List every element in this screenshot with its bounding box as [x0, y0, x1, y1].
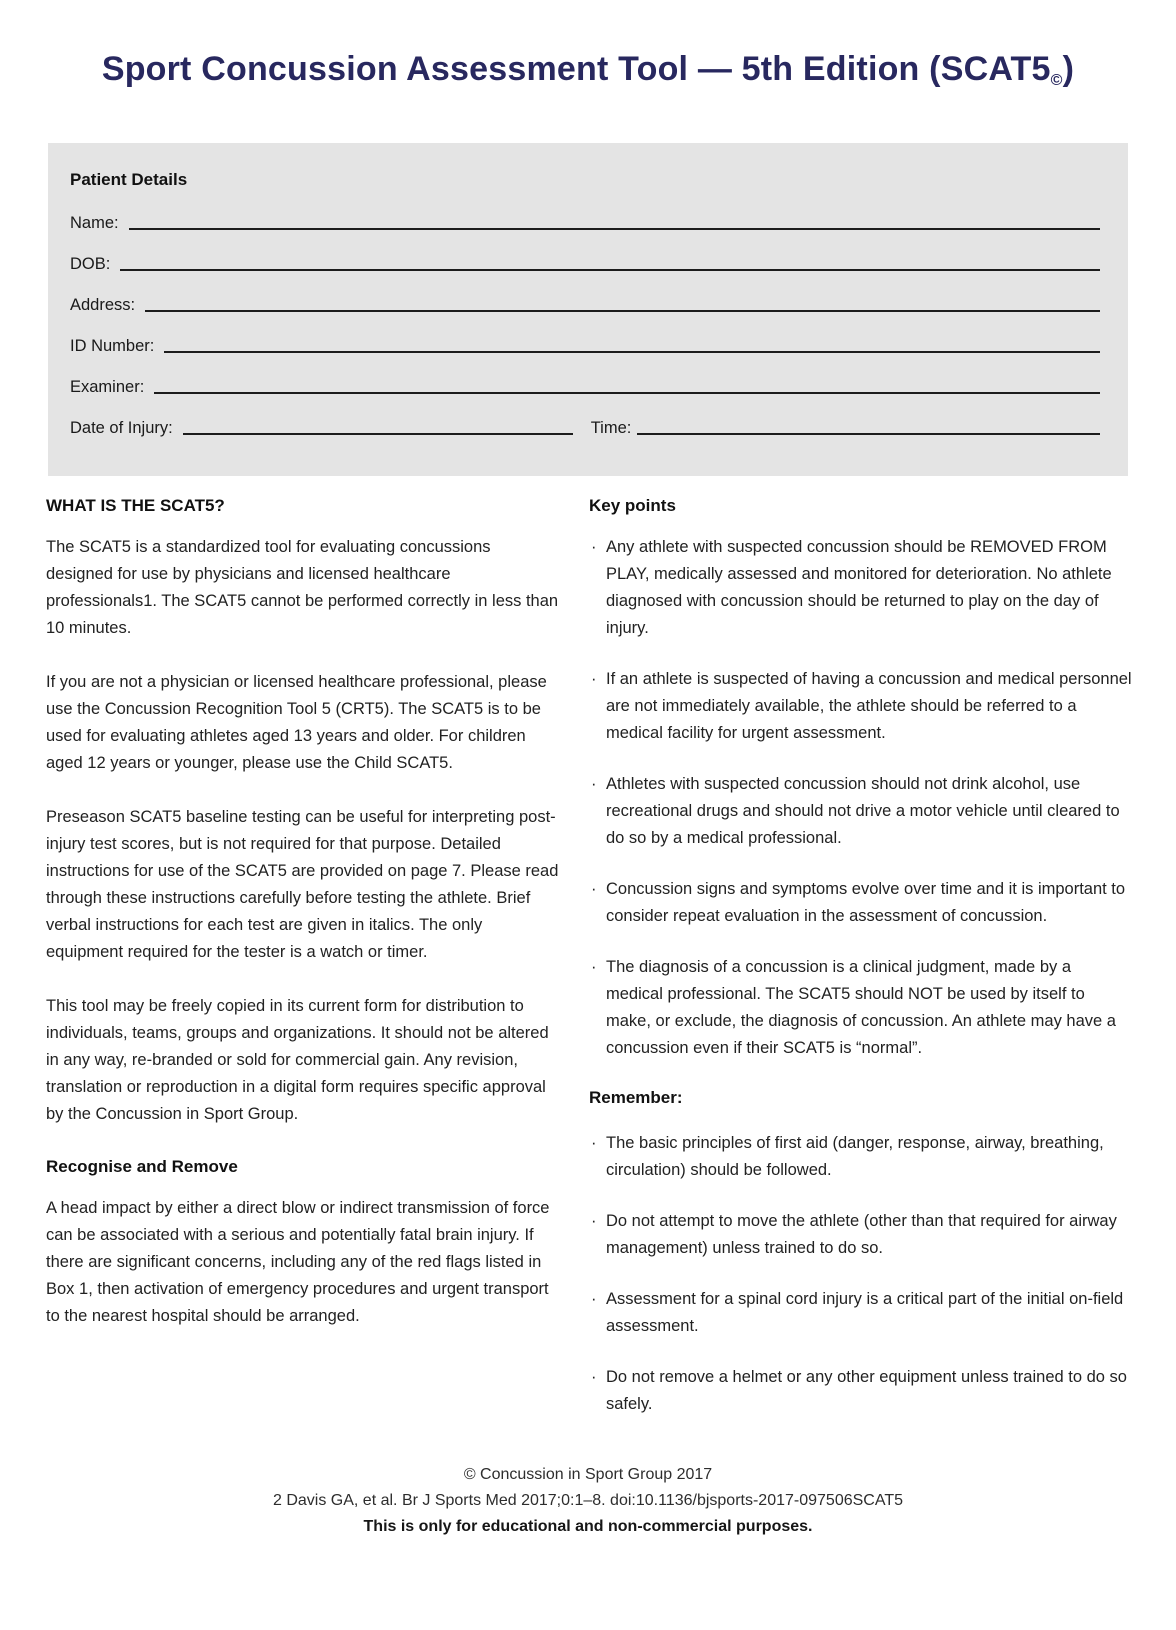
examiner-field-input-line[interactable] [154, 392, 1100, 394]
remember-text: Do not attempt to move the athlete (other than that required for airway management) unless trained to do so. [606, 1212, 1117, 1257]
bullet-icon: · [591, 958, 597, 976]
bullet-icon: · [591, 1134, 597, 1152]
field-row-name [70, 211, 1100, 234]
key-point-item [589, 534, 1132, 642]
field-row-id-number [70, 334, 1100, 357]
dob-field-label: DOB: [70, 255, 111, 273]
bullet-icon: · [591, 1212, 597, 1230]
bullet-icon: · [591, 1290, 597, 1308]
page-footer [0, 1462, 1176, 1540]
id-number-field-input-line[interactable] [164, 351, 1100, 353]
remember-item [589, 1208, 1132, 1262]
field-row-dob [70, 252, 1100, 275]
remember-item [589, 1364, 1132, 1418]
key-point-item [589, 876, 1132, 930]
bullet-icon: · [591, 538, 597, 556]
name-field-input-line[interactable] [129, 228, 1100, 230]
page-title-close: ) [1062, 50, 1075, 88]
dob-field-input-line[interactable] [120, 269, 1100, 271]
paragraph-head-impact: A head impact by either a direct blow or indirect transmission of force can be associated with a serious and potentially fatal brain injury. If there are significant concerns, including any of the red flags listed in Box 1, then activation of emergency procedures and urgent transport to the nearest hospital should be arranged. [46, 1199, 550, 1325]
two-column-body [46, 494, 1132, 1442]
footer-copyright-line: © Concussion in Sport Group 2017 [463, 1466, 713, 1483]
left-column [46, 494, 561, 1442]
key-point-text: The diagnosis of a concussion is a clinical judgment, made by a medical professional. The SCAT5 should NOT be used by itself to make, or exclude, the diagnosis of concussion. An athlete may have a concussion even if their SCAT5 is “normal”. [606, 958, 1116, 1057]
right-column [589, 494, 1132, 1442]
remember-list [589, 1130, 1132, 1418]
copyright-symbol: © [1050, 72, 1063, 89]
page-title [0, 50, 1176, 89]
key-points-heading: Key points [589, 496, 676, 515]
key-point-text: Concussion signs and symptoms evolve over time and it is important to consider repeat evaluation in the assessment of concussion. [606, 880, 1126, 925]
field-row-examiner [70, 375, 1100, 398]
key-point-item [589, 954, 1132, 1062]
id-number-field-label: ID Number: [70, 337, 155, 355]
bullet-icon: · [591, 1368, 597, 1386]
remember-item [589, 1286, 1132, 1340]
remember-item [589, 1130, 1132, 1184]
bullet-icon: · [591, 670, 597, 688]
paragraph-baseline-testing: Preseason SCAT5 baseline testing can be useful for interpreting post-injury test scores, but is not required for that purpose. Detailed instructions for use of the SCAT5 are provided on page 7. Please read through these instructions carefully before testing the athlete. Brief verbal instructions for each test are given in italics. The only equipment required for the tester is a watch or timer. [46, 808, 559, 961]
patient-details-box [48, 143, 1128, 476]
address-field-label: Address: [70, 296, 136, 314]
field-row-date-of-injury [70, 416, 1100, 439]
time-field-label: Time: [590, 419, 632, 437]
footer-citation-line: 2 Davis GA, et al. Br J Sports Med 2017;0:1–8. doi:10.1136/bjsports-2017-097506SCAT5 [273, 1492, 903, 1509]
key-point-text: Any athlete with suspected concussion should be REMOVED FROM PLAY, medically assessed and monitored for deterioration. No athlete diagnosed with concussion should be returned to play on the day of injury. [606, 538, 1112, 637]
bullet-icon: · [591, 775, 597, 793]
key-point-text: If an athlete is suspected of having a concussion and medical personnel are not immediately available, the athlete should be referred to a medical facility for urgent assessment. [606, 670, 1132, 742]
footer-educational-note: This is only for educational and non-commercial purposes. [363, 1518, 813, 1535]
paragraph-scat5-intro: The SCAT5 is a standardized tool for evaluating concussions designed for use by physicians and licensed healthcare professionals1. The SCAT5 cannot be performed correctly in less than 10 minutes. [46, 538, 559, 637]
paragraph-copy-permission: This tool may be freely copied in its current form for distribution to individuals, teams, groups and organizations. It should not be altered in any way, re-branded or sold for commercial gain. Any revision, translation or reproduction in a digital form requires specific approval by the Concussion in Sport Group. [46, 997, 549, 1123]
key-point-item [589, 771, 1132, 852]
field-row-address [70, 293, 1100, 316]
remember-text: Do not remove a helmet or any other equipment unless trained to do so safely. [606, 1368, 1127, 1413]
time-input-line[interactable] [637, 433, 1100, 435]
patient-details-heading: Patient Details [70, 170, 188, 189]
address-field-input-line[interactable] [145, 310, 1100, 312]
examiner-field-label: Examiner: [70, 378, 145, 396]
date-of-injury-field-label: Date of Injury: [70, 419, 173, 437]
bullet-icon: · [591, 880, 597, 898]
key-point-text: Athletes with suspected concussion should not drink alcohol, use recreational drugs and should not drive a motor vehicle until cleared to do so by a medical professional. [606, 775, 1120, 847]
what-is-scat5-heading: WHAT IS THE SCAT5? [46, 496, 225, 515]
remember-text: Assessment for a spinal cord injury is a critical part of the initial on-field assessment. [606, 1290, 1124, 1335]
remember-heading: Remember: [589, 1088, 683, 1107]
remember-text: The basic principles of first aid (danger, response, airway, breathing, circulation) should be followed. [606, 1134, 1104, 1179]
recognise-and-remove-heading: Recognise and Remove [46, 1157, 238, 1176]
page-title-text: Sport Concussion Assessment Tool — 5th Edition (SCAT5 [101, 50, 1051, 88]
key-point-item [589, 666, 1132, 747]
paragraph-crt5-note: If you are not a physician or licensed healthcare professional, please use the Concussion Recognition Tool 5 (CRT5). The SCAT5 is to be used for evaluating athletes aged 13 years and older. For children aged 12 years or younger, please use the Child SCAT5. [46, 673, 547, 772]
date-of-injury-input-line[interactable] [183, 433, 573, 435]
name-field-label: Name: [70, 214, 119, 232]
key-points-list [589, 534, 1132, 1062]
